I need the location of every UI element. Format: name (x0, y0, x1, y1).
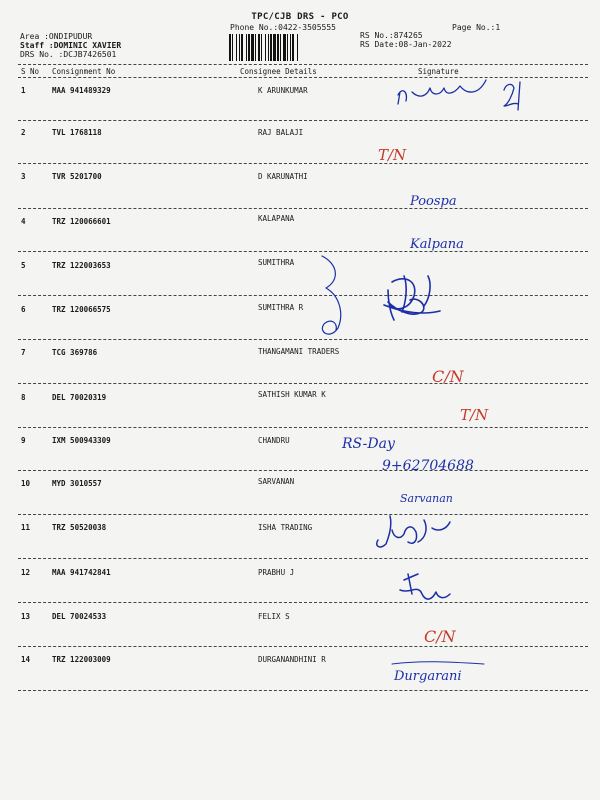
row-sno: 1 (21, 86, 26, 95)
row-sno: 9 (21, 436, 26, 445)
page-number: Page No.:1 (452, 23, 501, 32)
row-divider (18, 690, 588, 691)
row-consignment: TVL 1768118 (52, 128, 102, 137)
row-sno: 6 (21, 305, 26, 314)
row-consignment: TRZ 122003009 (52, 655, 111, 664)
row-consignment: MAA 941742841 (52, 568, 111, 577)
row-divider (18, 339, 588, 340)
table-row (0, 436, 600, 450)
barcode-bar (232, 34, 233, 61)
barcode-bar (241, 34, 243, 61)
rs-number: RS No.:874265 (360, 31, 423, 40)
row-consignment: DEL 70020319 (52, 393, 107, 402)
barcode-bar (290, 34, 291, 61)
row-sno: 12 (21, 568, 31, 577)
row-consignee: KALAPANA (258, 214, 295, 223)
barcode-bar (261, 34, 262, 61)
row-consignment: MAA 941489329 (52, 86, 111, 95)
table-row (0, 172, 600, 186)
phone-note-row-9: 9+62704688 (382, 458, 474, 474)
row-consignment: TRZ 50520038 (52, 523, 107, 532)
barcode-bar (287, 34, 288, 61)
barcode-bar (297, 34, 298, 61)
column-signature: Signature (418, 67, 459, 76)
row-divider (18, 295, 588, 296)
barcode-bar (239, 34, 240, 61)
row-consignee: DURGANANDHINI R (258, 655, 326, 664)
row-consignee: RAJ BALAJI (258, 128, 304, 137)
row-consignment: MYD 3010557 (52, 479, 102, 488)
table-row (0, 655, 600, 669)
table-row (0, 86, 600, 100)
row-divider (18, 163, 588, 164)
table-row (0, 305, 600, 319)
barcode-bar (265, 34, 266, 61)
row-divider (18, 208, 588, 209)
row-consignee: SUMITHRA R (258, 303, 304, 312)
table-row (0, 568, 600, 582)
document-title: TPC/CJB DRS - PCO (251, 12, 349, 22)
header-rule-top (18, 64, 588, 65)
barcode-bar (273, 34, 276, 61)
row-consignee: CHANDRU (258, 436, 290, 445)
row-consignee: PRABHU J (258, 568, 295, 577)
barcode-bar (255, 34, 256, 61)
barcode-bar (246, 34, 247, 61)
barcode-bar (258, 34, 260, 61)
table-row (0, 479, 600, 493)
phone-number: Phone No.:0422-3505555 (230, 23, 336, 32)
barcode (228, 34, 352, 61)
row-consignee: FELIX S (258, 612, 290, 621)
row-consignee: ISHA TRADING (258, 523, 313, 532)
row-sno: 3 (21, 172, 26, 181)
row-sno: 13 (21, 612, 31, 621)
table-row (0, 612, 600, 626)
barcode-bar (280, 34, 281, 61)
row-consignee: K ARUNKUMAR (258, 86, 308, 95)
row-consignment: TRZ 120066575 (52, 305, 111, 314)
barcode-bar (277, 34, 279, 61)
row-divider (18, 602, 588, 603)
row-consignment: TRZ 120066601 (52, 217, 111, 226)
area-label: Area :ONDIPUDUR (20, 32, 93, 41)
row-divider (18, 514, 588, 515)
barcode-bar (251, 34, 254, 61)
row-sno: 8 (21, 393, 26, 402)
barcode-bar (248, 34, 250, 61)
row-divider (18, 251, 588, 252)
row-sno: 2 (21, 128, 26, 137)
row-consignee: D KARUNATHI (258, 172, 308, 181)
signature-row-3: Poospa (410, 194, 457, 209)
row-consignee: THANGAMANI TRADERS (258, 347, 340, 356)
table-row (0, 214, 600, 231)
signature-row-10: Sarvanan (400, 492, 453, 505)
rs-date: RS Date:08-Jan-2022 (360, 40, 452, 49)
table-row (0, 128, 600, 142)
table-row (0, 258, 600, 275)
column-sno: S No (21, 67, 40, 76)
row-consignment: TVR 5201700 (52, 172, 102, 181)
row-consignment: IXM 500943309 (52, 436, 111, 445)
table-row (0, 523, 600, 537)
row-sno: 7 (21, 348, 26, 357)
row-sno: 4 (21, 217, 26, 226)
row-sno: 14 (21, 655, 31, 664)
drs-number: DRS No. :DCJB7426501 (20, 50, 117, 59)
row-consignment: TRZ 122003653 (52, 261, 111, 270)
column-consignee: Consignee Details (240, 67, 317, 76)
signature-row-9: RS-Day (342, 436, 395, 452)
header-rule-bottom (18, 77, 588, 78)
barcode-bar (268, 34, 269, 61)
signature-row-4: Kalpana (410, 237, 464, 252)
row-consignee: SATHISH KUMAR K (258, 390, 326, 399)
signature-row-14: Durgarani (394, 669, 462, 684)
barcode-bar (236, 34, 237, 61)
barcode-bar (229, 34, 231, 61)
table-row (0, 390, 600, 407)
row-sno: 11 (21, 523, 31, 532)
barcode-bar (292, 34, 294, 61)
row-sno: 5 (21, 261, 26, 270)
row-consignment: DEL 70024533 (52, 612, 107, 621)
row-consignment: TCG 369786 (52, 348, 98, 357)
barcode-bar (283, 34, 286, 61)
row-sno: 10 (21, 479, 31, 488)
note-tn-row-2: T/N (378, 146, 407, 164)
row-divider (18, 427, 588, 428)
note-tn-row-8: T/N (460, 406, 489, 424)
row-consignee: SUMITHRA (258, 258, 295, 267)
row-divider (18, 383, 588, 384)
row-divider (18, 120, 588, 121)
note-cn-row-13: C/N (424, 627, 456, 646)
table-row (0, 348, 600, 362)
row-divider (18, 558, 588, 559)
staff-label: Staff :DOMINIC XAVIER (20, 41, 122, 50)
barcode-bar (270, 34, 272, 61)
note-cn-row-7: C/N (432, 367, 464, 386)
row-consignee: SARVANAN (258, 477, 295, 486)
column-consignment: Consignment No (52, 67, 116, 76)
row-divider (18, 646, 588, 647)
row-divider (18, 470, 588, 471)
